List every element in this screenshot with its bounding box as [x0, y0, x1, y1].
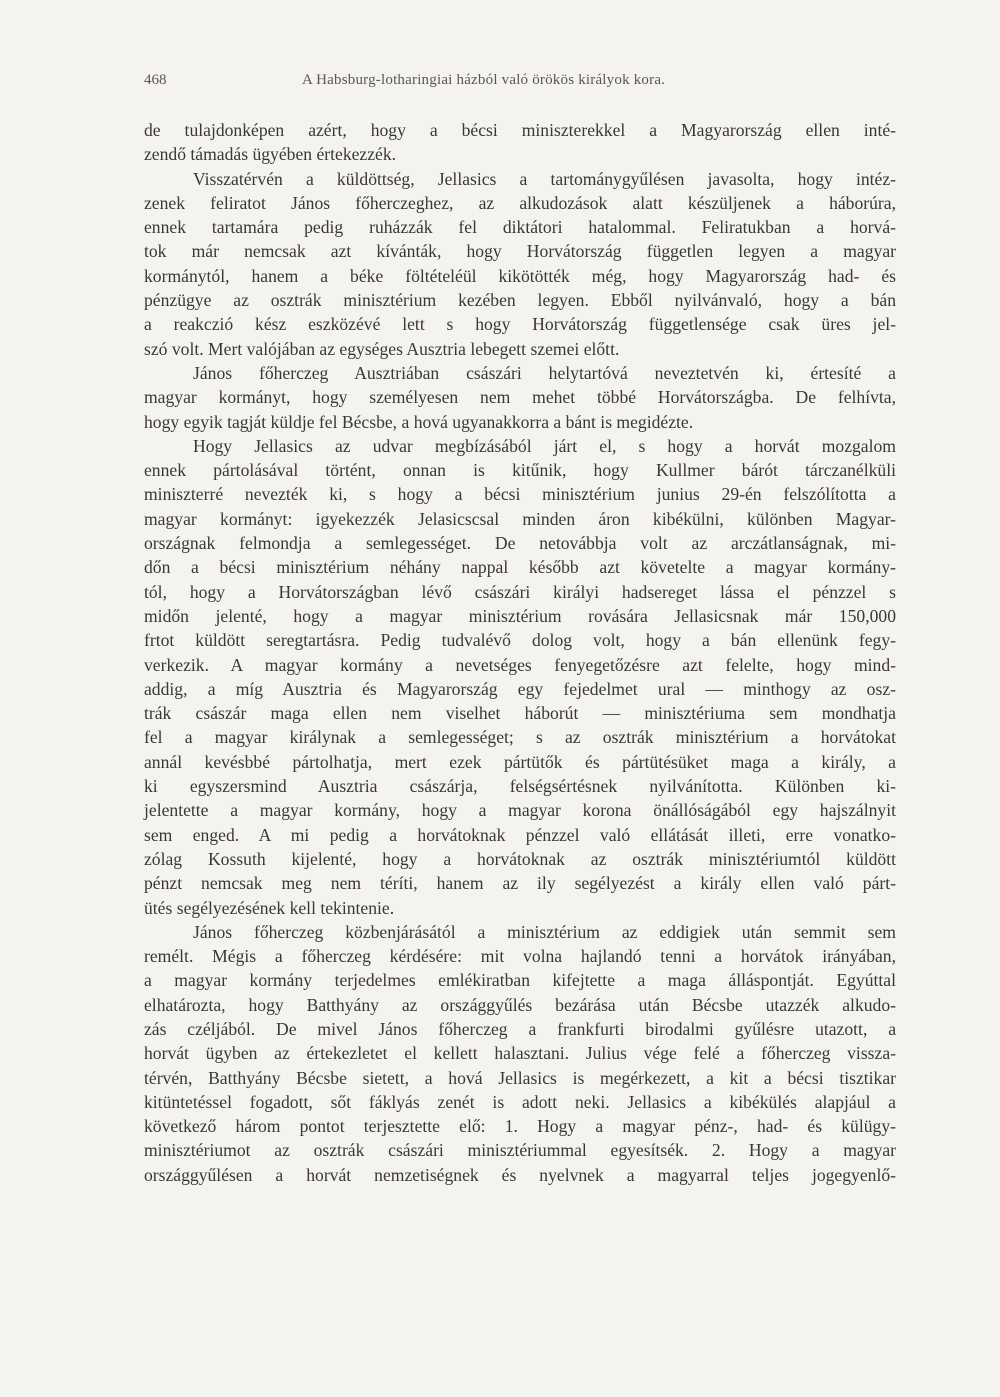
text-line: a reakczió kész eszközévé lett s hogy Horvátország függetlensége csak üres jel- — [144, 314, 896, 335]
text-line: országgyűlésen a horvát nemzetiségnek és nyelvnek a magyarral teljes jogegyenlő- — [144, 1164, 896, 1185]
text-line: János főherczeg közbenjárásától a minisztérium az eddigiek után semmit sem — [193, 921, 896, 942]
text-line: következő három pontot terjesztette elő: 1. Hogy a magyar pénz-, had- és külügy- — [144, 1116, 896, 1137]
text-line: trák császár maga ellen nem viselhet háborút — minisztériuma sem mondhatja — [144, 703, 896, 724]
text-line: ennek tartamára pedig ruházzák fel diktátori hatalommal. Feliratukban a horvá- — [144, 217, 896, 238]
text-line: verkezik. A magyar kormány a nevetséges fenyegetőzésre azt felelte, hogy mind- — [144, 654, 896, 675]
text-line: annál kevésbbé pártolhatja, mert ezek pártütők és pártütésüket maga a király, a — [144, 751, 896, 772]
text-line: remélt. Mégis a főherczeg kérdésére: mit volna hajlandó tenni a horvátok irányában, — [144, 946, 896, 967]
text-line: elhatározta, hogy Batthyány az országgyűlés bezárása után Bécsbe utazzék alkudo- — [144, 994, 896, 1015]
text-line: minisztériumot az osztrák császári minisztériummal egyesítsék. 2. Hogy a magyar — [144, 1140, 896, 1161]
text-line: zendő támadás ügyében értekezzék. — [144, 144, 397, 165]
text-line: dőn a bécsi minisztérium néhány nappal később azt követelte a magyar kormány- — [144, 557, 896, 578]
text-line: kitüntetéssel fogadott, sőt fáklyás zenét is adott neki. Jellasics a kibékülés alapjául a — [144, 1091, 896, 1112]
text-line: horvát ügyben az értekezletet el kellett halasztani. Julius vége felé a főherczeg vissza- — [144, 1043, 896, 1064]
text-line: pénzügye az osztrák minisztérium kezében legyen. Ebből nyilvánvaló, hogy a bán — [144, 290, 896, 311]
text-line: Hogy Jellasics az udvar megbízásából járt el, s hogy a horvát mozgalom — [193, 435, 896, 456]
body-text — [144, 118, 896, 1187]
text-line: zás czéljából. De mivel János főherczeg a frankfurti birodalmi gyűlésre utazott, a — [144, 1018, 896, 1039]
text-line: kormánytól, hanem a béke föltételéül kikötötték még, hogy Magyarország had- és — [144, 265, 896, 286]
text-line: magyar kormányt, hogy személyesen nem mehet többé Horvátországba. De felhívta, — [144, 387, 896, 408]
text-line: a magyar kormány terjedelmes emlékiratban kifejtette a maga álláspontját. Egyúttal — [144, 970, 896, 991]
text-line: országnak felmondja a semlegességet. De netovábbja volt az arczátlanságnak, mi- — [144, 533, 896, 554]
text-line: pénzt nemcsak meg nem téríti, hanem az ily segélyezést a király ellen való párt- — [144, 873, 896, 894]
text-line: János főherczeg Ausztriában császári helytartóvá neveztetvén ki, értesíté a — [193, 362, 896, 383]
text-line: szó volt. Mert valójában az egységes Ausztria lebegett szemei előtt. — [144, 338, 620, 359]
text-line: térvén, Batthyány Bécsbe sietett, a hová Jellasics is megérkezett, a kit a bécsi tisztikar — [144, 1067, 896, 1088]
text-line: tok már nemcsak azt kívánták, hogy Horvátország független legyen a magyar — [144, 241, 896, 262]
text-line: fel a magyar királynak a semlegességet; s az osztrák minisztérium a horvátokat — [144, 727, 896, 748]
text-line: hogy egyik tagját küldje fel Bécsbe, a hová ugyanakkorra a bánt is megidézte. — [144, 411, 694, 432]
text-line: tól, hogy a Horvátországban lévő császári királyi hadsereget lássa el pénzzel s — [144, 581, 896, 602]
running-title: A Habsburg-lotharingiai házból való örökös királyok kora. — [302, 72, 666, 88]
text-line: frtot küldött seregtartásra. Pedig tudvalévő dolog volt, hogy a bán ellenünk fegy- — [144, 630, 896, 651]
text-line: magyar kormányt: igyekezzék Jelasicscsal minden áron kibékülni, különben Magyar- — [144, 508, 896, 529]
text-line: ütés segélyezésének kell tekintenie. — [144, 897, 395, 918]
text-line: zólag Kossuth kijelenté, hogy a horvátoknak az osztrák minisztériumtól küldött — [144, 848, 896, 869]
text-line: jelentette a magyar kormány, hogy a magyar korona önállóságából egy hajszálnyit — [144, 800, 896, 821]
text-line: zenek feliratot János főherczeghez, az alkudozások alatt készüljenek a háborúra, — [144, 192, 896, 213]
text-line: addig, a míg Ausztria és Magyarország egy fejedelmet ural — minthogy az osz- — [144, 678, 896, 699]
text-line: miniszterré nevezték ki, s hogy a bécsi minisztérium junius 29-én felszólította a — [144, 484, 896, 505]
text-line: ki egyszersmind Ausztria császárja, felségsértésnek nyilvánította. Különben ki- — [144, 776, 896, 797]
page-header — [144, 72, 894, 96]
text-line: Visszatérvén a küldöttség, Jellasics a tartománygyűlésen javasolta, hogy intéz- — [193, 168, 896, 189]
text-line: de tulajdonképen azért, hogy a bécsi miniszterekkel a Magyarország ellen inté- — [144, 120, 896, 140]
text-line: sem enged. A mi pedig a horvátoknak pénzzel való ellátását illeti, erre vonatko- — [144, 824, 896, 845]
text-line: ennek pártolásával történt, onnan is kitűnik, hogy Kullmer bárót tárczanélküli — [144, 460, 896, 481]
text-line: midőn jelenté, hogy a magyar minisztérium rovására Jellasicsnak már 150,000 — [144, 605, 896, 626]
page-number: 468 — [144, 72, 167, 88]
